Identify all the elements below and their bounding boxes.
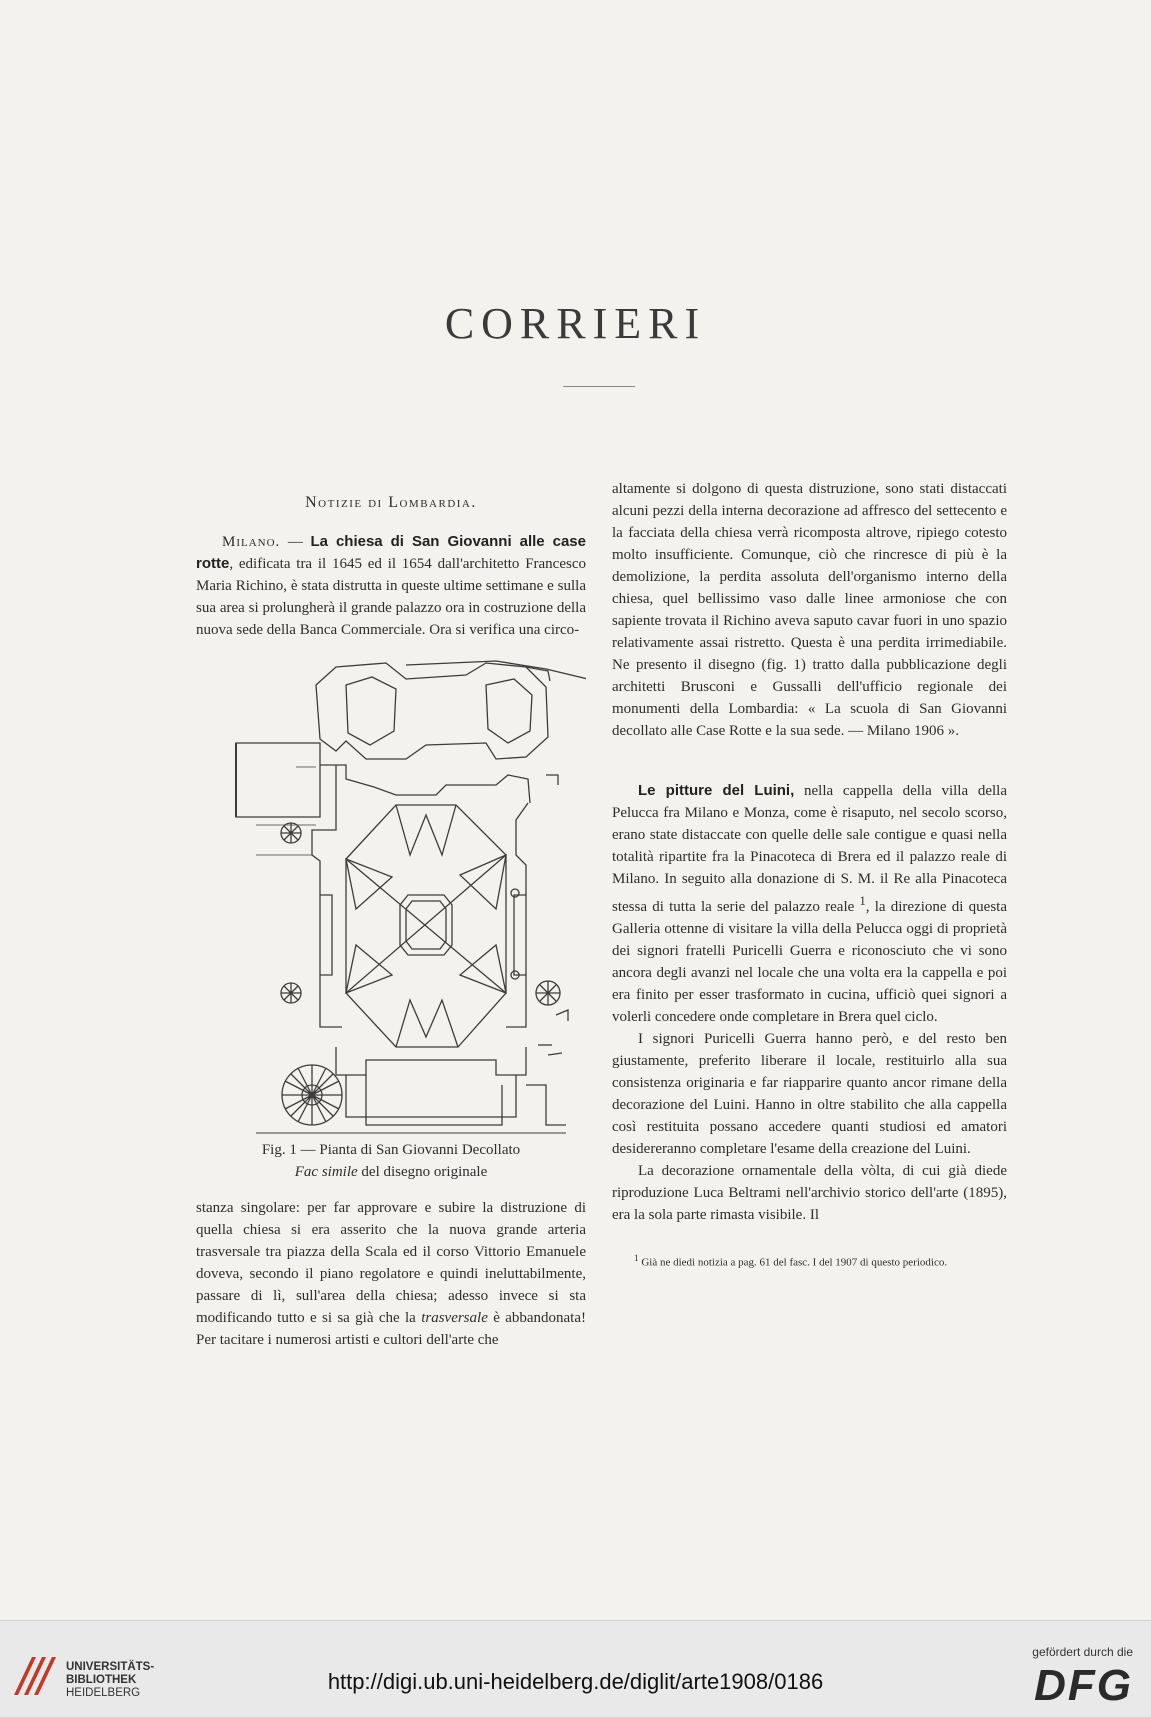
page-title: CORRIERI [444,299,707,348]
digitization-footer [0,1620,1151,1717]
article-paragraph: Le pitture del Luini, nella cappella della villa della Pelucca fra Milano e Monza, come è risaputo, nel secolo scorso, erano state distaccate con quelle delle sale contigue e quasi nella totalità ripartite fra la Pinacoteca di Brera ed il palazzo reale di Milano. In seguito alla donazione di S. M. il Re alla Pinacoteca stessa di tutta la serie del palazzo reale $^1$, la direzione di questa Galleria ottenne di visitare la villa della Pelucca oggi di proprietà dei signori fratelli Puricelli Guerra e riconosciuto che vi sono ancora degli avanzi nel locale che una volta era la cappella e poi era finito per esser trasformato in cucina, ufficiò quei signori a volerli concedere onde completare in Brera quel ciclo. [612,782,1008,1025]
figure-caption-line2: Fac simile del disegno originale [294,1164,488,1180]
library-name: UNIVERSITÄTS- BIBLIOTHEK HEIDELBERG [66,1661,155,1699]
article-paragraph: stanza singolare: per far approvare e subire la distruzione di quella chiesa si era asserito che la nuova grande arteria trasversale tra piazza della Scala ed il corso Vittorio Emanuele doveva, secondo il piano regolatore e quindi ineluttabilmente, passare di lì, sull'area della chiesa; adesso invece si sta modificando tutto e si sa già che la trasversale è abbandonata! Per tacitare i numerosi artisti e cultori dell'arte che [196,1200,586,1348]
article-lead: Le pitture del Luini, [638,782,795,799]
figure-caption-line1: Fig. 1 — Pianta di San Giovanni Decollato [261,1142,521,1158]
article-paragraph: La decorazione ornamentale della vòlta, di cui già diede riproduzione Luca Beltrami nell'archivio storico dell'arte (1895), era la sola parte rimasta visibile. Il [612,1163,1007,1223]
funding-label: gefördert durch die [1032,1645,1133,1659]
right-column [612,478,1007,1271]
article-paragraph: altamente si dolgono di questa distruzione, sono stati distaccati alcuni pezzi della interna decorazione ad affresco del settecento e la facciata della chiesa verrà ricomposta altrove, ripiego cotesto molto insufficiente. Comunque, ciò che rincresce di più è la demolizione, la perdita assoluta dell'organismo interno della chiesa, quel bellissimo vaso dalle linee armoniose che con sapiente trovata il Richino aveva saputo cavar fuori in uno spazio relativamente assai ristretto. Questa è una perdita irrimediabile. Ne presento il disegno (fig. 1) tratto dalla pubblicazione degli architetti Brusconi e Gussalli dell'ufficio regionale dei monumenti della Lombardia: « La scuola di San Giovanni decollato alle Case Rotte e la sua sede. — Milano 1906 ». [612,481,1007,739]
footnote-reference: 1 [859,894,866,908]
city-name: Milano. [222,534,281,550]
article-paragraph: I signori Puricelli Guerra hanno però, e del resto ben giustamente, preferito liberare il locale, restituirlo alla sua consistenza originaria e far riapparire quanto ancor rimane della decorazione del Luini. Hanno in oltre stabilito che alla cappella così restituita possano accedere quanti studiosi ed amatori desidereranno completare l'esame della creazione del Luini. [612,1031,1007,1157]
footnote: $^1$ Già ne diedi notizia a pag. 61 del fasc. I del 1907 di questo periodico. [634,1253,948,1269]
dfg-logo: DFG [1034,1661,1133,1710]
page-url-link[interactable]: http://digi.ub.uni-heidelberg.de/diglit/arte1908/0186 [327,1669,824,1694]
title-divider [563,386,635,387]
left-column [196,478,586,1351]
article-paragraph: Milano. — La chiesa di San Giovanni alle case rotte, edificata tra il 1645 ed il 1654 dall'architetto Francesco Maria Richino, è stata distrutta in queste ultime settimane e sulla sua area si prolungherà il grande palazzo ora in costruzione della nuova sede della Banca Commerciale. Ora si verifica una circo- [196,533,586,638]
article-lead: La chiesa di San Giovanni alle case rotte [196,533,586,572]
church-floor-plan-figure [196,655,586,1135]
floor-plan-drawing [196,655,586,1135]
section-heading: Notizie di Lombardia. [305,494,477,511]
